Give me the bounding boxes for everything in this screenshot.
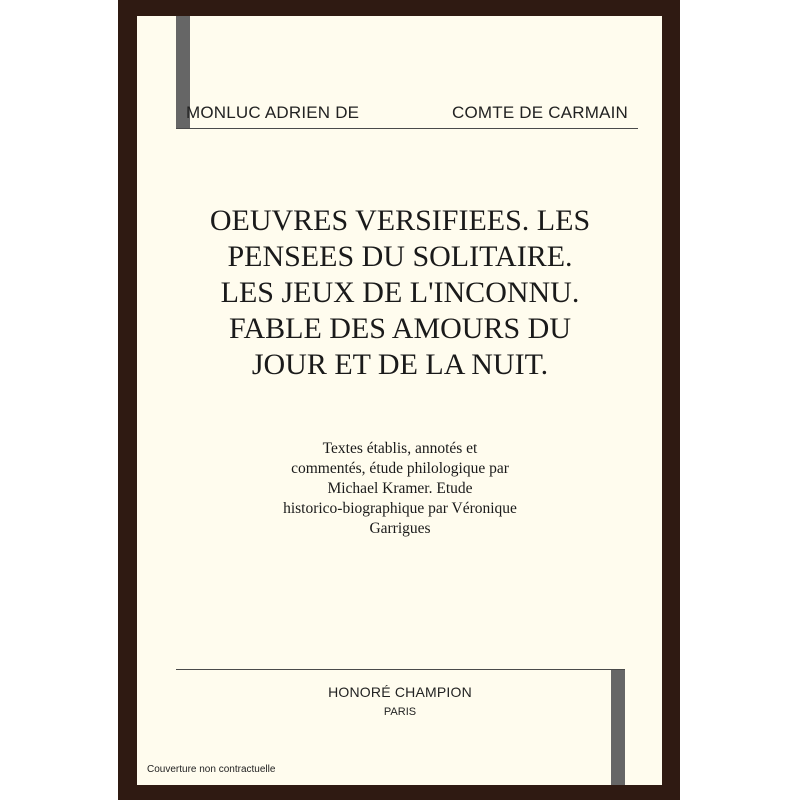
description-line: Textes établis, annotés et — [322, 440, 478, 457]
title-line: PENSEES DU SOLITAIRE. — [227, 240, 573, 273]
author-name: MONLUC ADRIEN DE — [186, 103, 360, 122]
title-line: JOUR ET DE LA NUIT. — [251, 348, 549, 381]
description-line: Michael Kramer. Etude — [327, 480, 473, 497]
description-line: Garrigues — [369, 520, 431, 537]
author-title: COMTE DE CARMAIN — [452, 103, 629, 122]
title-line: LES JEUX DE L'INCONNU. — [220, 276, 580, 309]
publisher-city: PARIS — [383, 706, 417, 718]
bottom-divider — [176, 669, 625, 670]
book-description — [200, 439, 600, 539]
publisher-name: HONORÉ CHAMPION — [328, 684, 472, 700]
title-line: OEUVRES VERSIFIEES. LES — [209, 204, 591, 237]
title-line: FABLE DES AMOURS DU — [229, 312, 571, 345]
description-line: historico-biographique par Véronique — [283, 500, 517, 517]
book-title — [160, 203, 640, 383]
bottom-accent-bar — [611, 669, 625, 785]
cover-disclaimer: Couverture non contractuelle — [147, 764, 276, 775]
top-divider — [176, 128, 638, 129]
description-line: commentés, étude philologique par — [291, 460, 509, 477]
